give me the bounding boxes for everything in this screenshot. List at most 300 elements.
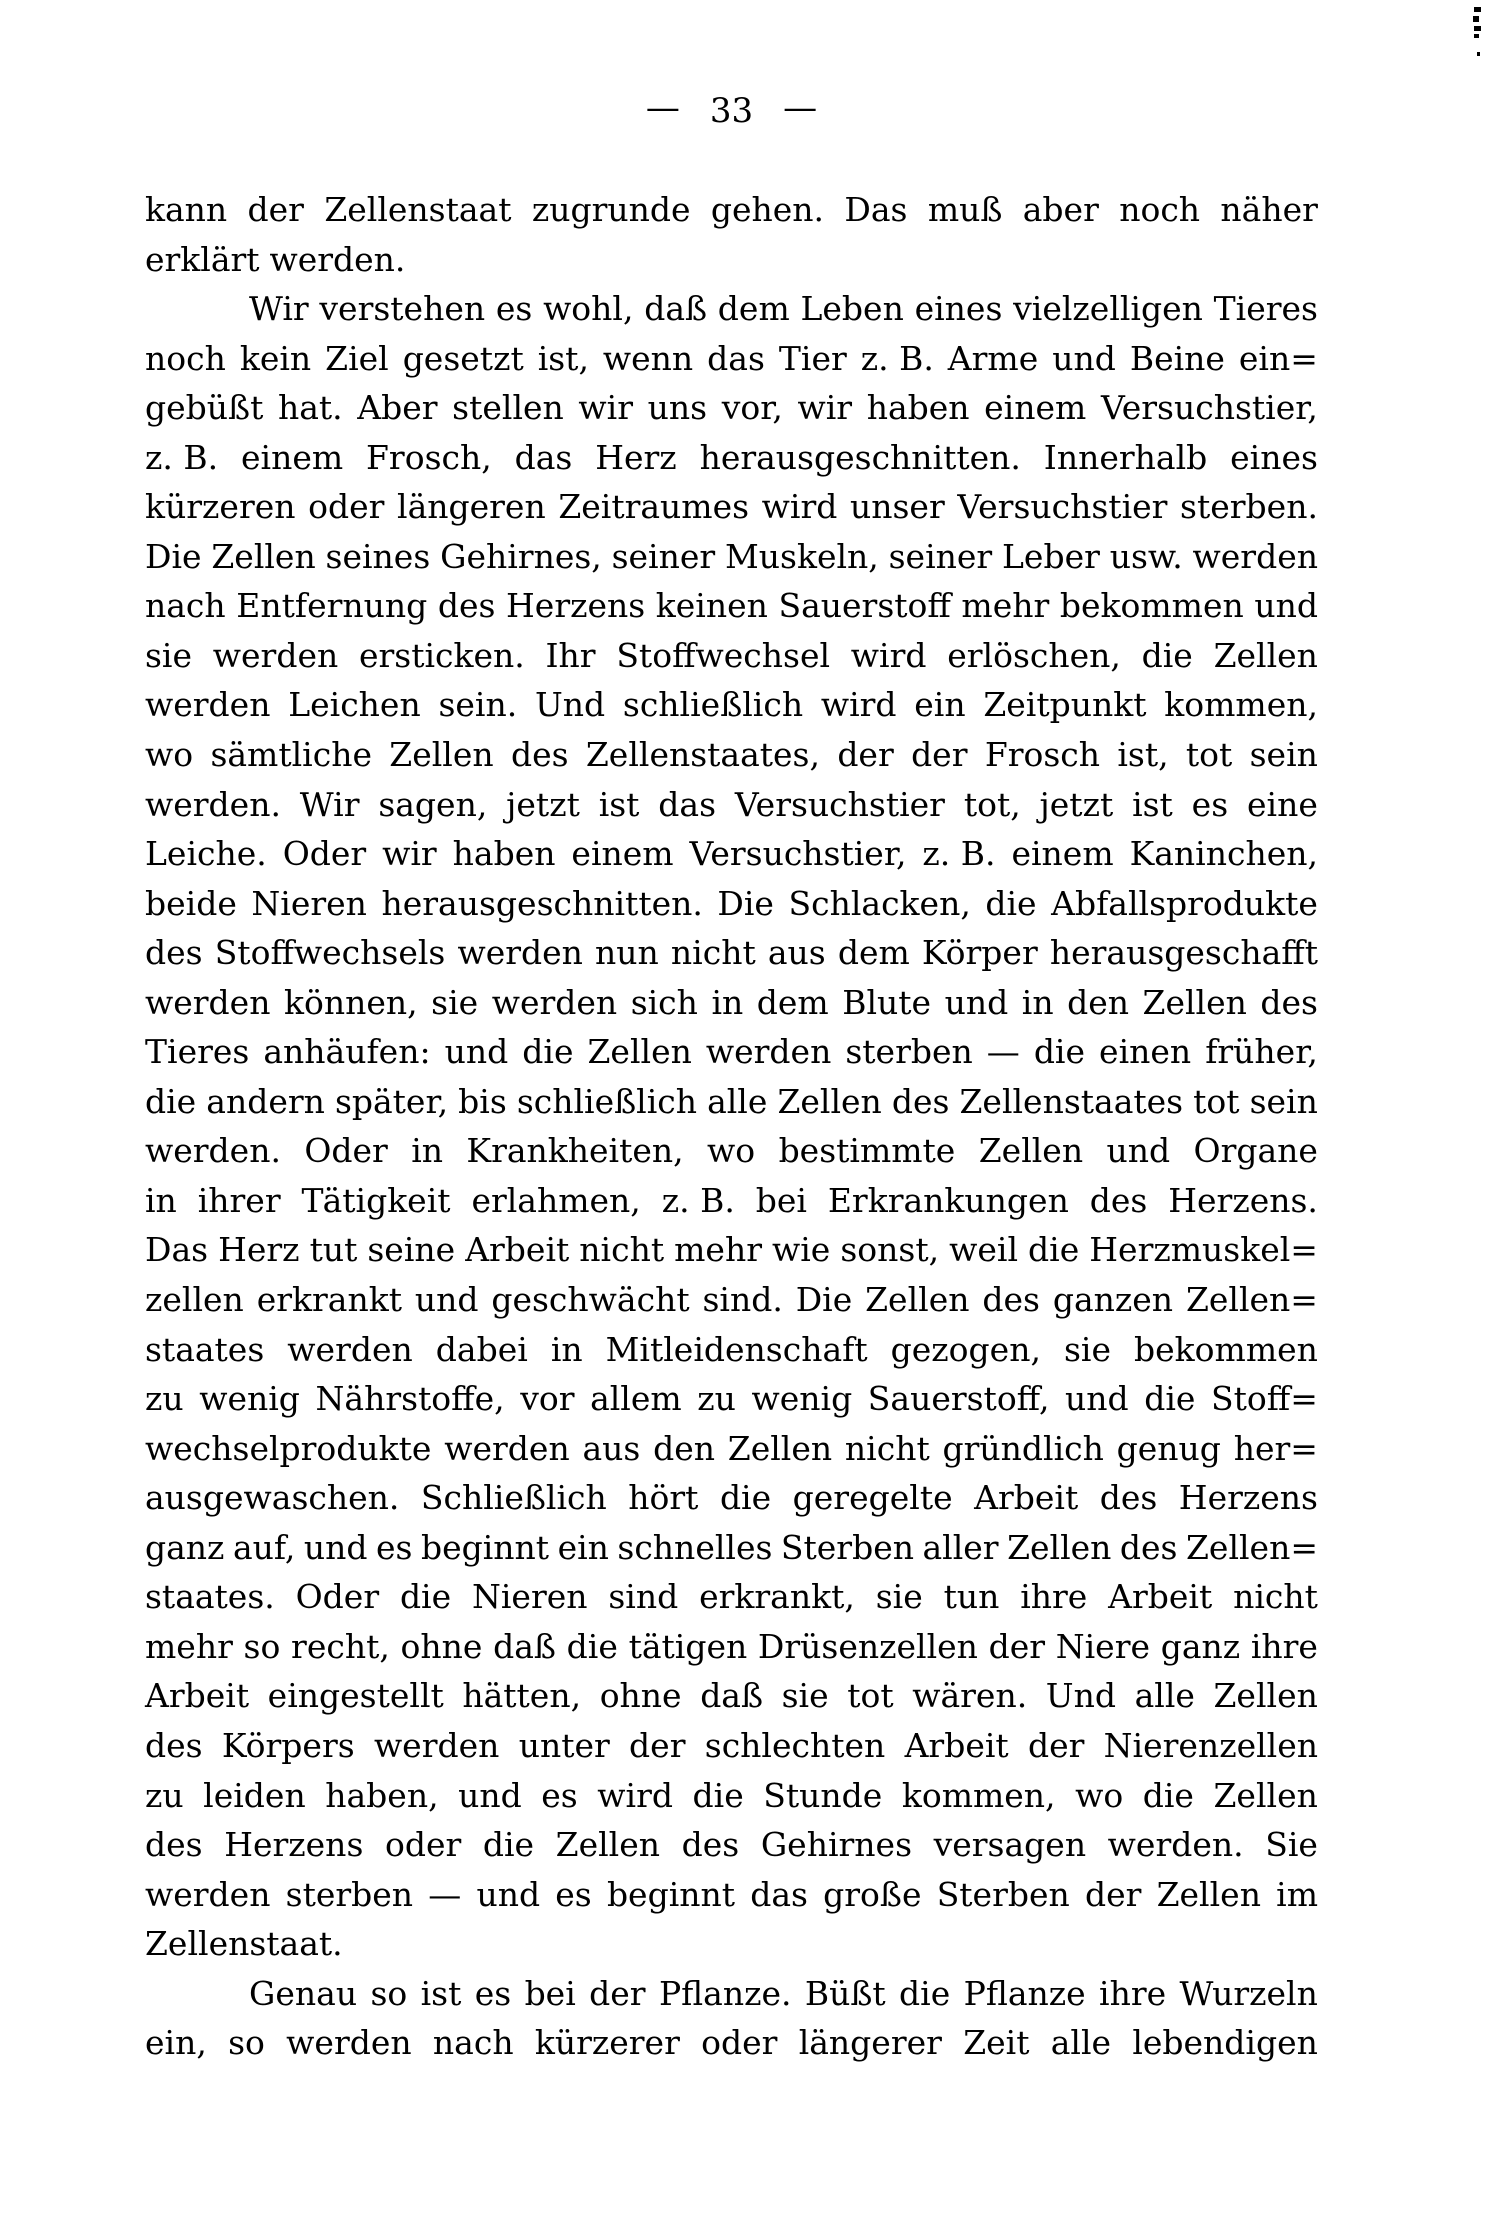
text-line — [145, 1077, 1318, 1127]
word: sind — [608, 1577, 679, 1617]
word: so — [243, 1626, 281, 1666]
word: Zellen — [1007, 1527, 1112, 1567]
text-line — [145, 1473, 1318, 1523]
word: lebendigen — [1132, 2023, 1318, 2063]
scan-artifact-mark — [1474, 34, 1479, 38]
word: wenn — [602, 338, 694, 378]
word: tun — [943, 1577, 1000, 1617]
word: herausgeschnitten. — [381, 883, 703, 923]
page-number: 33 — [709, 91, 754, 131]
word: Sterben — [780, 1527, 914, 1567]
word: längerer — [798, 2023, 942, 2063]
word: es — [555, 1874, 592, 1914]
word: einem — [1011, 834, 1114, 874]
word: können, — [283, 982, 418, 1022]
word: bekommen — [1134, 1329, 1318, 1369]
word: z. B. — [145, 437, 219, 477]
word: Zellen — [1213, 1676, 1318, 1716]
word: vor — [520, 1379, 575, 1419]
text-line — [145, 1523, 1318, 1573]
word: so — [228, 2023, 265, 2063]
word: Frosch — [984, 735, 1101, 775]
word: wie — [772, 1230, 831, 1270]
word: des — [145, 933, 203, 973]
word: in — [711, 982, 744, 1022]
word: Muskeln, — [724, 536, 879, 576]
text-line — [145, 1919, 1318, 1969]
word: des — [681, 1825, 740, 1865]
word: dem — [717, 289, 790, 329]
word: Zellen= — [1185, 1280, 1318, 1320]
word: und — [414, 1280, 479, 1320]
word: es — [376, 1527, 413, 1567]
word: werden — [444, 1428, 570, 1468]
word: und — [303, 1527, 368, 1567]
word: wird — [597, 1775, 673, 1815]
word: Das — [844, 190, 908, 229]
word: Abfallsprodukte — [1051, 883, 1318, 923]
word: wird — [820, 685, 897, 725]
word: Zellen — [777, 1081, 882, 1121]
word: mehr — [961, 586, 1050, 626]
word: nach — [432, 2023, 514, 2063]
word: Leben — [800, 289, 904, 329]
word: Die — [717, 883, 774, 923]
word: in — [145, 1180, 177, 1220]
word: seines — [325, 536, 431, 576]
word: Erkrankungen — [827, 1180, 1069, 1220]
word: erklärt — [145, 239, 260, 279]
word: seine — [367, 1230, 456, 1270]
scan-artifact-mark — [1473, 16, 1479, 22]
word: ein — [557, 1527, 609, 1567]
word: recht, — [291, 1626, 390, 1666]
word: werden. — [145, 784, 281, 824]
word: sind. — [702, 1280, 783, 1320]
word: eine — [1246, 784, 1318, 824]
word: beginnt — [606, 1874, 736, 1914]
word: Stoff= — [1211, 1379, 1318, 1419]
word: hört — [628, 1478, 699, 1518]
header-dash-right: — — [783, 88, 818, 128]
word: der — [911, 735, 968, 775]
word: aber — [1022, 190, 1099, 229]
word: so — [370, 1973, 408, 2013]
word: im — [1276, 1874, 1318, 1914]
word: alle — [1134, 1676, 1195, 1716]
page-header — [145, 88, 1318, 131]
word: Nieren — [472, 1577, 588, 1617]
word: Oder — [304, 1131, 388, 1171]
word: Versuchstier, — [689, 834, 907, 874]
word: Drüsenzellen — [757, 1626, 978, 1666]
text-line — [145, 1820, 1318, 1870]
word: zugrunde — [531, 190, 691, 229]
word: einem — [240, 437, 344, 477]
word: Aber — [357, 388, 438, 428]
word: der — [837, 735, 894, 775]
word: ein — [914, 685, 966, 725]
word: sein — [1249, 1081, 1318, 1121]
word: seiner — [888, 536, 993, 576]
text-line — [145, 1424, 1318, 1474]
word: weil — [949, 1230, 1019, 1270]
word: erkrankt, — [699, 1577, 855, 1617]
word: zu — [145, 1379, 184, 1419]
word: zu — [697, 1379, 736, 1419]
word: Sie — [1265, 1825, 1318, 1865]
word: bekommen — [1059, 586, 1244, 626]
word: ihre — [1099, 1973, 1167, 2013]
word: muß — [927, 190, 1003, 229]
word: der — [988, 1626, 1046, 1666]
word: Die — [795, 1280, 853, 1320]
text-line — [145, 879, 1318, 929]
word: sterben — [285, 1874, 414, 1914]
word: Sauerstoff — [778, 586, 951, 626]
word: kann — [145, 190, 228, 229]
word: tot — [847, 1676, 894, 1716]
word: und — [1065, 1379, 1129, 1419]
body-text — [145, 185, 1318, 2068]
word: Arbeit — [974, 1478, 1079, 1518]
word: Zeitraumes — [558, 487, 750, 527]
text-line — [145, 1325, 1318, 1375]
text-line — [145, 581, 1318, 631]
word: wo — [1075, 1775, 1124, 1815]
word: Tier — [778, 338, 847, 378]
word: Entfernung — [236, 586, 428, 626]
word: Zellenstaates — [959, 1081, 1184, 1121]
word: tätigen — [628, 1626, 748, 1666]
word: später, — [334, 1081, 449, 1121]
word: zu — [145, 1775, 184, 1815]
text-line — [145, 235, 1318, 285]
word: geschwächt — [491, 1280, 690, 1320]
text-line — [145, 780, 1318, 830]
word: Das — [145, 1230, 209, 1270]
word: sterben — [845, 1032, 973, 1072]
word: werden. — [269, 239, 406, 279]
word: Stunde — [763, 1775, 883, 1815]
word: mehr — [674, 1230, 762, 1270]
word: es — [541, 1775, 578, 1815]
text-line — [145, 1374, 1318, 1424]
word: und — [458, 1775, 522, 1815]
word: Wir — [299, 784, 360, 824]
word: oder — [701, 2023, 778, 2063]
word: gebüßt — [145, 388, 264, 428]
word: werden — [705, 1032, 832, 1072]
word: wir — [382, 834, 437, 874]
word: schließlich — [516, 1081, 698, 1121]
word: Versuchstier — [957, 487, 1168, 527]
word: Herzens. — [1168, 1180, 1318, 1220]
word: Herzens — [506, 586, 646, 626]
word: ohne — [599, 1676, 682, 1716]
word: Sauerstoff, — [867, 1379, 1050, 1419]
word: erlöschen, — [947, 635, 1121, 675]
word: und — [1052, 338, 1116, 378]
word: ist — [598, 784, 640, 824]
text-line — [145, 1126, 1318, 1176]
word: ausgewaschen. — [145, 1478, 400, 1518]
word: beginnt — [420, 1527, 550, 1567]
word: und — [1254, 586, 1318, 626]
word: beide — [145, 883, 237, 923]
word: ein= — [1238, 338, 1318, 378]
text-line — [145, 631, 1318, 681]
word: Organe — [1193, 1131, 1318, 1171]
word: tut — [309, 1230, 358, 1270]
word: einem — [571, 834, 674, 874]
word: die — [985, 883, 1037, 923]
word: des — [145, 1825, 203, 1865]
word: sie — [875, 1577, 923, 1617]
word: Pflanze. — [658, 1973, 792, 2013]
word: der — [629, 1725, 686, 1765]
word: gesetzt — [402, 338, 524, 378]
text-line — [145, 334, 1318, 384]
word: werden — [491, 982, 618, 1022]
text-line — [145, 433, 1318, 483]
word: haben — [866, 388, 970, 428]
word: werden — [212, 635, 339, 675]
word: Schließlich — [420, 1478, 607, 1518]
word: es — [474, 1973, 512, 2013]
word: Zeitpunkt — [983, 685, 1147, 725]
word: kommen, — [1164, 685, 1318, 725]
text-line — [145, 185, 1318, 235]
word: allem — [590, 1379, 682, 1419]
word: werden. — [145, 1131, 281, 1171]
word: Tätigkeit — [301, 1180, 451, 1220]
text-line — [145, 1572, 1318, 1622]
word: Versuchstier — [734, 784, 945, 824]
word: des — [982, 1280, 1040, 1320]
word: ohne — [400, 1626, 483, 1666]
text-line — [145, 680, 1318, 730]
word: z. B. — [922, 834, 996, 874]
word: es — [495, 289, 533, 329]
word: ganz — [145, 1527, 225, 1567]
word: dabei — [435, 1329, 528, 1369]
text-line — [145, 1671, 1318, 1721]
word: Arbeit — [145, 1676, 250, 1716]
word: Ihr — [545, 635, 596, 675]
word: in — [1021, 982, 1054, 1022]
word: bis — [458, 1081, 507, 1121]
word: Und — [534, 685, 606, 725]
word: Zellenstaat — [324, 190, 512, 229]
word: das — [658, 784, 717, 824]
word: den — [653, 1428, 716, 1468]
word: tot — [1185, 735, 1233, 775]
word: Kaninchen, — [1129, 834, 1318, 874]
word: Wurzeln — [1179, 1973, 1318, 2013]
word: oder — [308, 487, 385, 527]
word: und — [1106, 1131, 1171, 1171]
word: die — [692, 1775, 744, 1815]
word: es — [1191, 784, 1229, 824]
word: gezogen, — [890, 1329, 1041, 1369]
word: Zellen — [978, 1131, 1084, 1171]
word: stellen — [452, 388, 564, 428]
word: wo — [707, 1131, 756, 1171]
word: aller — [922, 1527, 999, 1567]
scan-artifact-mark — [1477, 52, 1480, 56]
text-line — [145, 1225, 1318, 1275]
word: bestimmte — [778, 1131, 956, 1171]
word: Tieres — [145, 1032, 250, 1072]
word: Zellen — [865, 1280, 970, 1320]
word: Herzmuskel= — [1089, 1230, 1318, 1270]
word: die — [899, 1973, 951, 2013]
text-line — [145, 1622, 1318, 1672]
word: ihrer — [197, 1180, 281, 1220]
word: das — [514, 437, 573, 477]
word: Schlacken, — [788, 883, 971, 923]
word: die — [1142, 1775, 1194, 1815]
word: haben, — [325, 1775, 439, 1815]
word: der — [1084, 1874, 1142, 1914]
word: seiner — [611, 536, 716, 576]
word: gehen. — [710, 190, 825, 229]
word: die — [482, 1825, 535, 1865]
word: in — [550, 1329, 583, 1369]
word: Zellen — [1156, 1874, 1261, 1914]
word: unter — [518, 1725, 610, 1765]
word: jetzt — [1039, 784, 1114, 824]
word: Gehirnes, — [440, 536, 602, 576]
word: die — [1028, 1230, 1080, 1270]
word: nach — [145, 586, 226, 626]
word: die — [399, 1577, 452, 1617]
word: herausgeschnitten. — [699, 437, 1021, 477]
word: sich — [630, 982, 698, 1022]
word: noch — [145, 338, 226, 378]
text-line — [145, 1027, 1318, 1077]
word: des — [1119, 1527, 1178, 1567]
text-line — [145, 1870, 1318, 1920]
word: erlahmen, — [471, 1180, 641, 1220]
header-dash-left: — — [645, 88, 680, 128]
word: nicht — [579, 1230, 665, 1270]
word: noch — [1119, 190, 1201, 229]
text-line — [145, 730, 1318, 780]
word: Arme — [947, 338, 1039, 378]
word: staates. — [145, 1577, 275, 1617]
word: ihre — [1250, 1626, 1318, 1666]
scan-artifact-mark — [1474, 7, 1481, 12]
word: — — [986, 1032, 1020, 1072]
word: Arbeit — [904, 1725, 1009, 1765]
word: Versuchstier, — [1100, 388, 1318, 428]
word: alle — [1050, 2023, 1112, 2063]
word: ist — [420, 1973, 462, 2013]
word: sie — [431, 982, 479, 1022]
word: genug — [1116, 1428, 1221, 1468]
text-line — [145, 284, 1318, 334]
word: jetzt — [506, 784, 580, 824]
word: Arbeit — [1108, 1577, 1213, 1617]
word: Blute — [842, 982, 932, 1022]
word: auf, — [232, 1527, 296, 1567]
word: Zellen — [1213, 635, 1318, 675]
word: das — [750, 1874, 808, 1914]
word: bei — [524, 1973, 576, 2013]
word: werden. — [1107, 1825, 1244, 1865]
word: her= — [1233, 1428, 1318, 1468]
word: dem — [837, 933, 910, 973]
word: ihre — [1020, 1577, 1088, 1617]
word: den — [1067, 982, 1130, 1022]
word: wird — [850, 635, 927, 675]
word: wechselprodukte — [145, 1428, 432, 1468]
word: Sterben — [936, 1874, 1070, 1914]
word: werden — [286, 2023, 412, 2063]
word: uns — [647, 388, 708, 428]
word: herausgeschafft — [1049, 933, 1318, 973]
word: und — [944, 982, 1009, 1022]
word: große — [823, 1874, 922, 1914]
word: eines — [1230, 437, 1318, 477]
word: Niere — [1055, 1626, 1151, 1666]
word: daß — [700, 1676, 764, 1716]
word: Oder — [282, 834, 367, 874]
word: ersticken. — [358, 635, 525, 675]
word: daß — [644, 289, 708, 329]
word: ist, — [537, 338, 589, 378]
word: sonst, — [840, 1230, 940, 1270]
word: die — [1141, 635, 1193, 675]
word: Büßt — [804, 1973, 886, 2013]
word: Zellen= — [1185, 1527, 1318, 1567]
word: Leber — [1002, 536, 1100, 576]
word: die — [1144, 1379, 1196, 1419]
word: und — [476, 1874, 541, 1914]
word: kürzerer — [534, 2023, 680, 2063]
word: eingestellt — [267, 1676, 444, 1716]
text-line — [145, 2018, 1318, 2068]
word: Frosch, — [366, 437, 492, 477]
word: werden — [457, 933, 583, 973]
word: ist, — [1117, 735, 1169, 775]
word: einen — [1099, 1032, 1192, 1072]
word: unser — [849, 487, 945, 527]
word: Nieren — [251, 883, 367, 923]
text-line — [145, 532, 1318, 582]
word: keinen — [655, 586, 768, 626]
word: nicht — [844, 1428, 930, 1468]
word: versagen — [933, 1825, 1087, 1865]
word: aus — [582, 1428, 641, 1468]
word: ganz — [1160, 1626, 1241, 1666]
text-line — [145, 1969, 1318, 2019]
word: aus — [767, 933, 826, 973]
word: daß — [493, 1626, 556, 1666]
word: wo — [145, 735, 194, 775]
word: längeren — [397, 487, 546, 527]
word: Gehirnes — [760, 1825, 913, 1865]
word: werden — [287, 1329, 413, 1369]
word: Und — [1045, 1676, 1116, 1716]
word: die — [145, 1081, 197, 1121]
text-line — [145, 1721, 1318, 1771]
word: Beine — [1129, 338, 1225, 378]
word: Zellen — [1142, 982, 1247, 1022]
scan-artifact-mark — [1474, 26, 1481, 31]
